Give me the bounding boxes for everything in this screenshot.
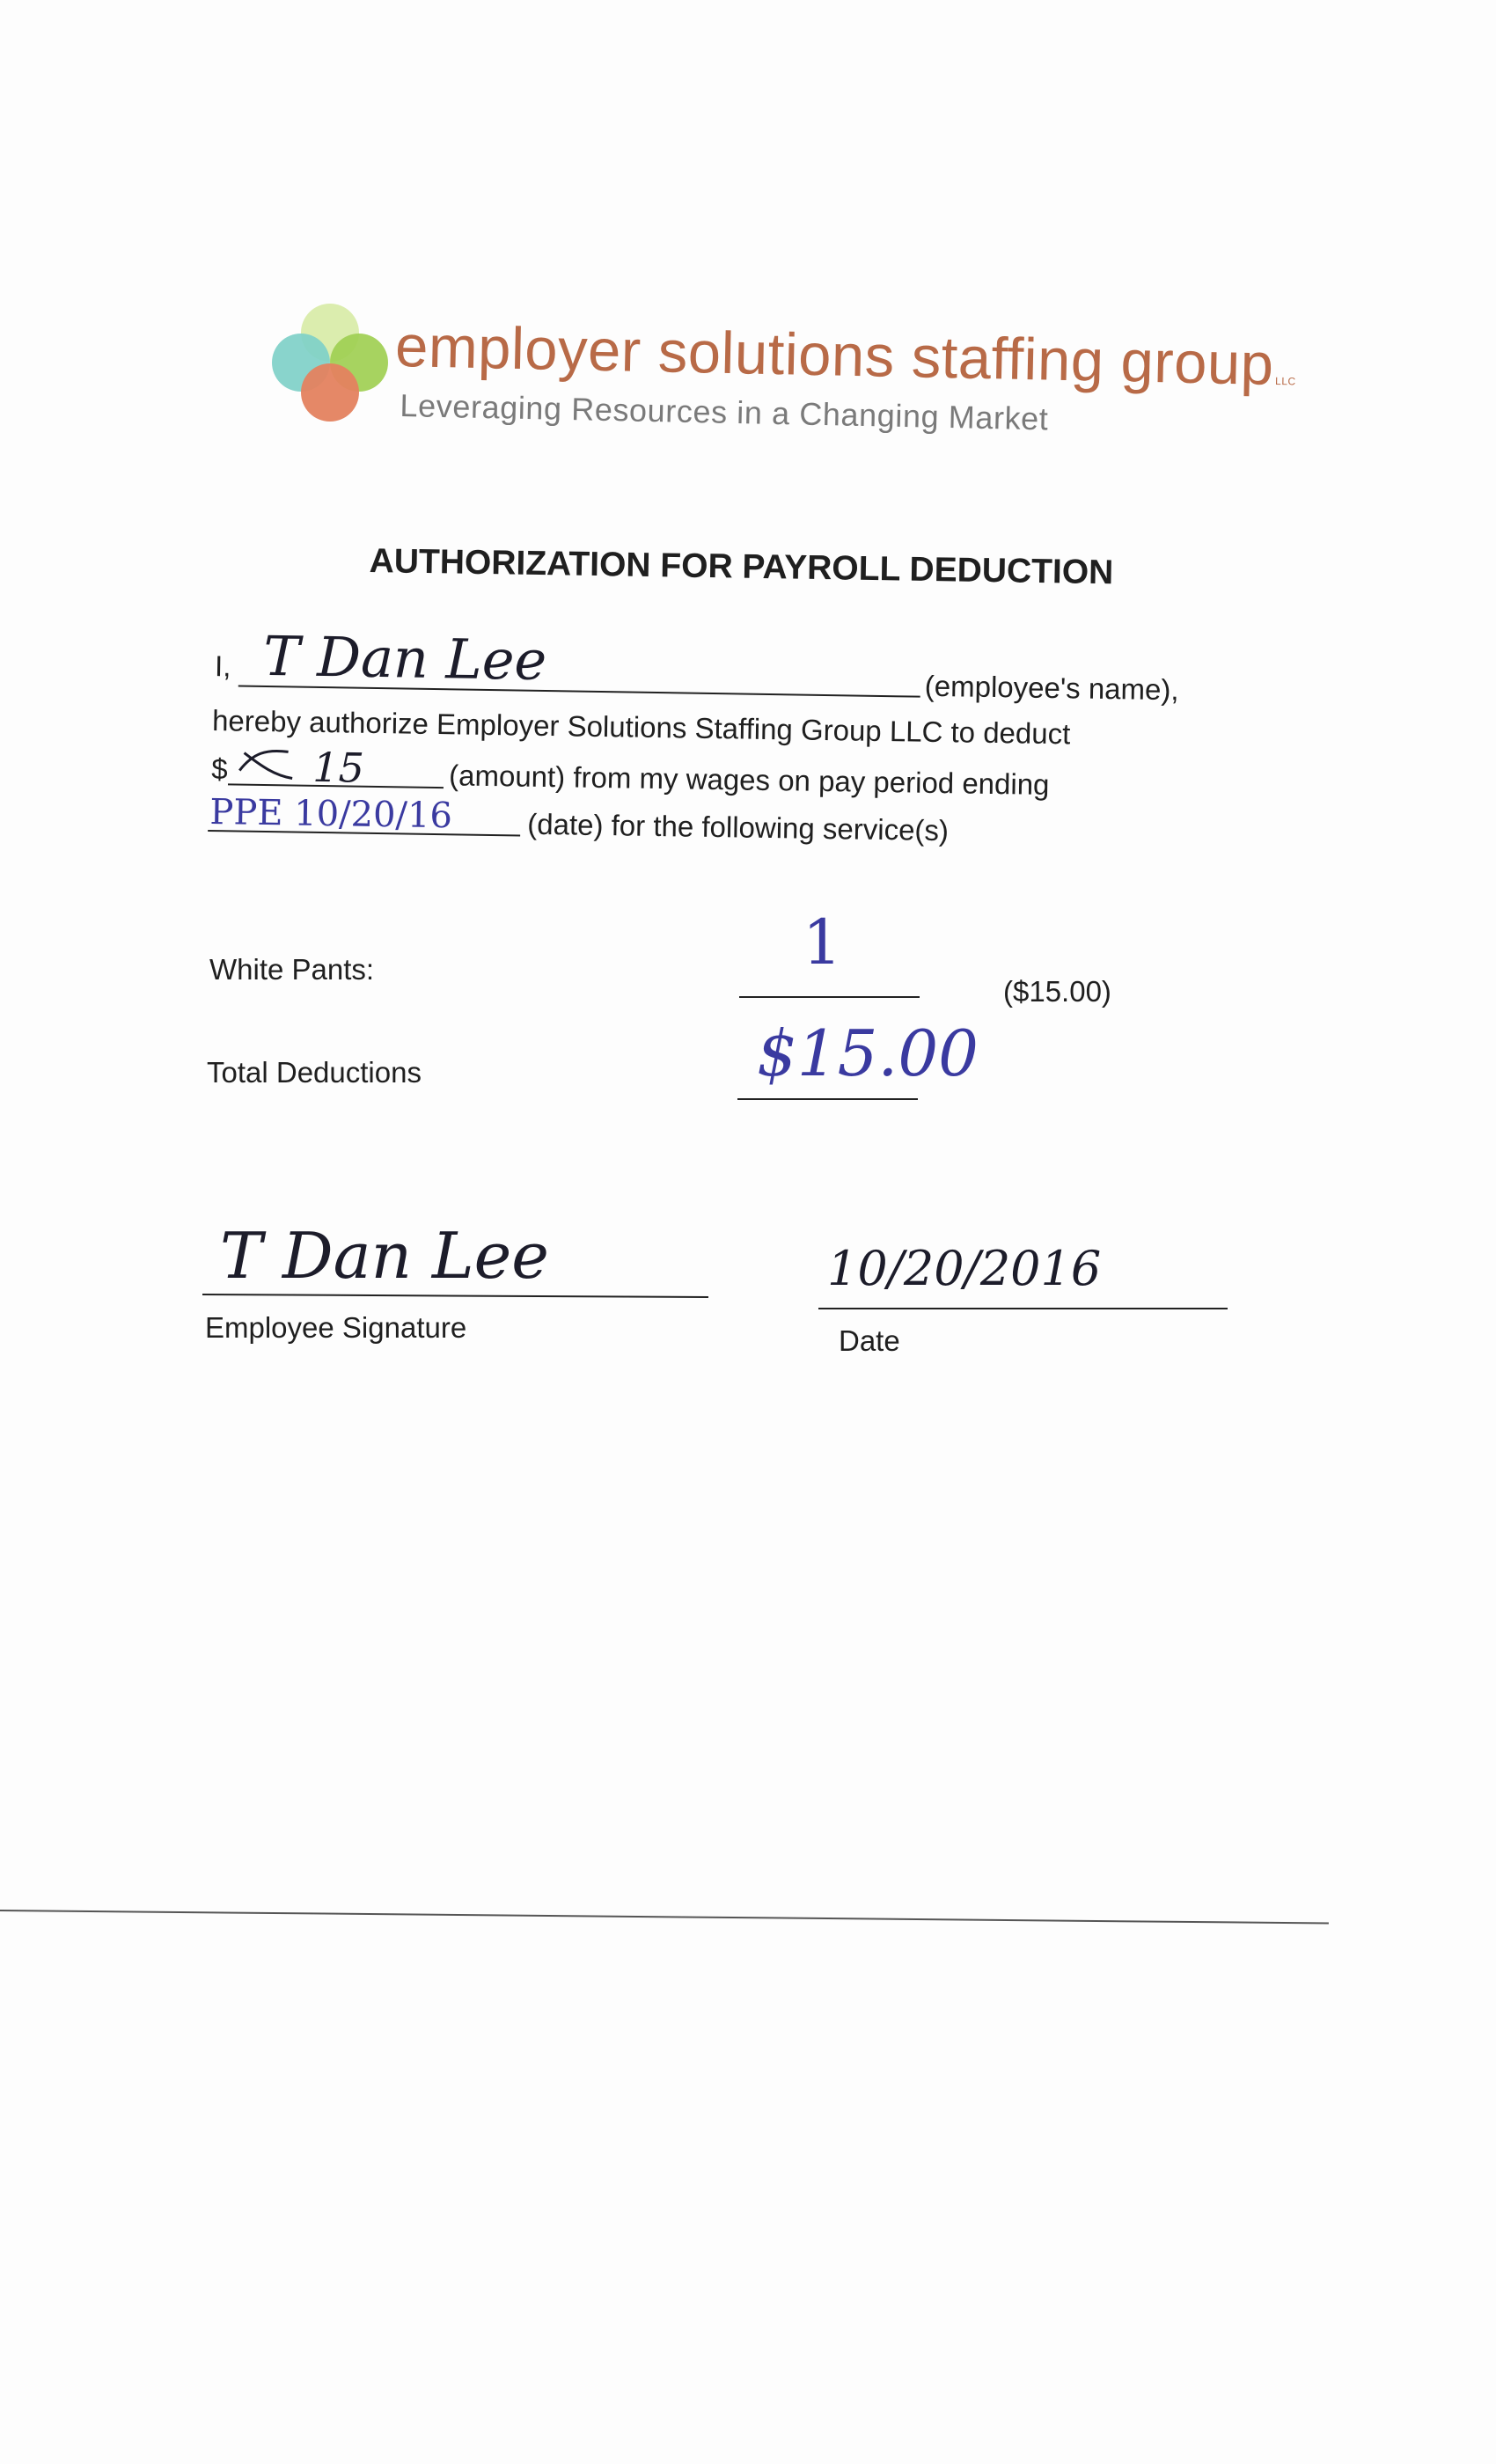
strike-mark-icon — [235, 744, 297, 784]
dollar-sign: $ — [210, 752, 228, 786]
scan-edge-line — [0, 1910, 1329, 1924]
company-name: employer solutions staffing groupLLC — [394, 312, 1296, 398]
amount-handwriting: 15 — [312, 743, 365, 792]
company-tagline: Leveraging Resources in a Changing Market — [400, 387, 1049, 437]
employee-name-suffix: (employee's name), — [924, 669, 1179, 707]
employee-name-handwriting: T Dan Lee — [262, 623, 547, 693]
total-deductions-field[interactable] — [737, 1098, 918, 1100]
logo-clover-icon — [264, 299, 396, 431]
total-deductions-label: Total Deductions — [207, 1056, 422, 1089]
form-title: AUTHORIZATION FOR PAYROLL DEDUCTION — [369, 542, 1114, 592]
service-label-white-pants: White Pants: — [209, 953, 375, 986]
authorize-line: hereby authorize Employer Solutions Staffing Group LLC to deduct — [211, 704, 1071, 751]
signature-date-handwriting: 10/20/2016 — [827, 1241, 1102, 1296]
service-quantity-handwriting: 1 — [803, 906, 842, 979]
service-price: ($15.00) — [1003, 975, 1111, 1008]
signature-date-field[interactable] — [818, 1308, 1228, 1309]
date-suffix: (date) for the following service(s) — [527, 807, 950, 847]
employee-signature-handwriting: T Dan Lee — [220, 1219, 549, 1293]
employee-signature-field[interactable] — [202, 1294, 708, 1298]
amount-suffix: (amount) from my wages on pay period ending — [448, 759, 1050, 801]
total-deductions-handwriting: $15.00 — [757, 1016, 979, 1090]
authorization-text — [207, 616, 1267, 897]
signature-date-label: Date — [839, 1324, 900, 1357]
service-quantity-field[interactable] — [739, 996, 920, 998]
prefix-i: I, — [214, 649, 231, 683]
pay-period-date-handwriting: PPE 10/20/16 — [209, 792, 453, 837]
employee-signature-label: Employee Signature — [205, 1311, 467, 1344]
company-logo — [264, 295, 1296, 444]
company-suffix: LLC — [1274, 374, 1296, 388]
